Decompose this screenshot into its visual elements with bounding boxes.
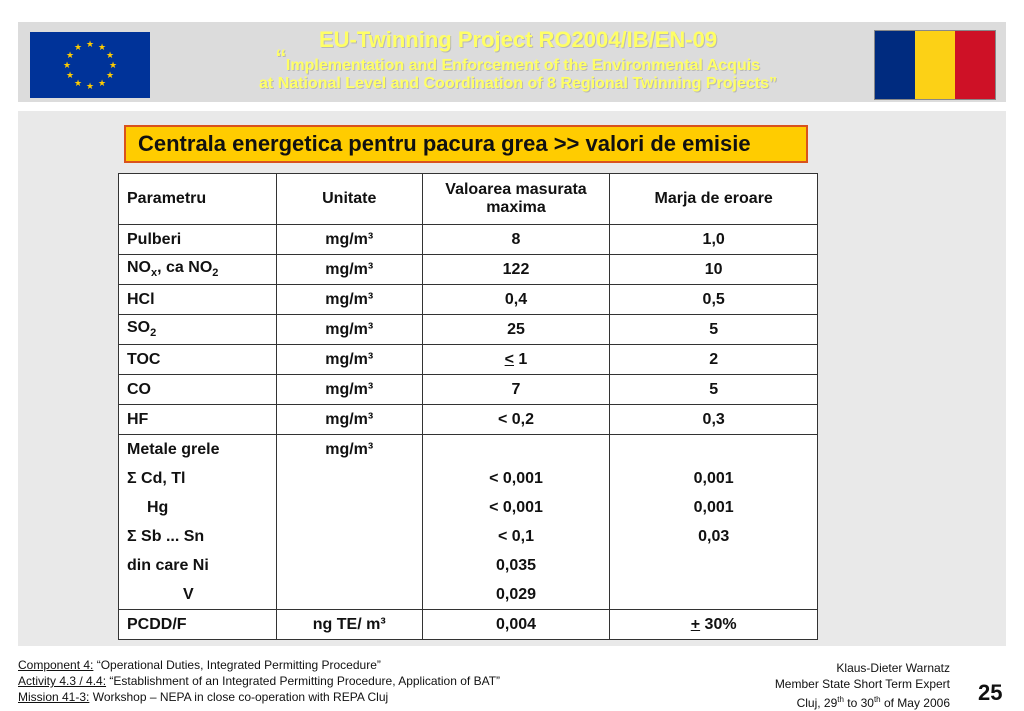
metal-param: V [183, 586, 194, 603]
emission-table [118, 173, 818, 640]
romania-flag-icon [874, 30, 996, 100]
footer-text: Workshop – NEPA in close co-operation with REPA Cluj [89, 690, 389, 704]
metal-value: 0,035 [495, 557, 537, 574]
footer-text: “Operational Duties, Integrated Permitting Procedure” [93, 658, 381, 672]
metals-value-cell [422, 435, 610, 610]
value-cell: 0,004 [422, 610, 610, 640]
ro-flag-yellow [915, 31, 955, 99]
svg-text:★: ★ [105, 71, 115, 81]
date-text: of May 2006 [880, 696, 950, 710]
footer-component [18, 657, 618, 673]
error-cell: 0,5 [610, 285, 818, 315]
plus-minus-sign: + [690, 615, 701, 633]
header-banner [18, 22, 1006, 102]
svg-text:★: ★ [105, 51, 115, 61]
table-row [119, 610, 818, 640]
metal-error [618, 580, 809, 609]
unit-cell: mg/m³ [276, 375, 422, 405]
open-quote: “ [275, 44, 286, 77]
date-text: to 30 [843, 696, 874, 710]
error-cell: 0,3 [610, 405, 818, 435]
footer-info [18, 657, 618, 705]
metal-value [431, 435, 602, 464]
metal-param: Hg [147, 499, 169, 516]
date-text: Cluj, 29 [796, 696, 838, 710]
footer-label: Activity 4.3 / 4.4: [18, 674, 107, 688]
unit-cell: mg/m³ [276, 345, 422, 375]
metal-value: < 0,001 [489, 470, 543, 487]
footer-label: Mission 41-3: [18, 690, 90, 704]
table-row [119, 255, 818, 285]
project-title: EU-Twinning Project RO2004/IB/EN-09 [318, 27, 718, 52]
unit-cell: mg/m³ [276, 225, 422, 255]
metal-value: 0,029 [495, 586, 537, 603]
unit-cell: mg/m³ [276, 405, 422, 435]
param-subscript: x [151, 267, 158, 280]
metal-param: Σ Cd, Tl [127, 470, 186, 487]
metals-param-cell [119, 435, 277, 610]
param-cell: TOC [119, 345, 277, 375]
param-cell: HCl [119, 285, 277, 315]
svg-text:★: ★ [73, 43, 83, 53]
ro-flag-blue [875, 31, 915, 99]
table-row [119, 285, 818, 315]
metal-error: 0,001 [693, 470, 734, 487]
metal-unit: mg/m³ [325, 441, 374, 458]
error-cell: 2 [610, 345, 818, 375]
event-date [700, 692, 950, 711]
date-sup: th [873, 695, 881, 704]
eu-flag-icon [30, 32, 150, 98]
svg-text:★: ★ [97, 43, 107, 53]
header-error: Marja de eroare [610, 174, 818, 225]
svg-text:★: ★ [85, 82, 95, 92]
metal-value: < 0,001 [489, 499, 543, 516]
footer-mission [18, 689, 618, 705]
param-cell [119, 315, 277, 345]
value-cell: 8 [422, 225, 610, 255]
metal-param: din care Ni [127, 557, 209, 574]
value-cell: < 0,2 [422, 405, 610, 435]
error-text: 30% [700, 615, 737, 633]
metals-error-cell [610, 435, 818, 610]
value-cell: 7 [422, 375, 610, 405]
error-cell [610, 610, 818, 640]
slide-title: Centrala energetica pentru pacura grea >> valori de emisie [124, 125, 808, 163]
svg-text:★: ★ [62, 61, 72, 71]
table-row [119, 345, 818, 375]
page-number: 25 [978, 680, 1003, 705]
unit-cell: ng TE/ m³ [276, 610, 422, 640]
metal-error: 0,001 [693, 499, 734, 516]
unit-cell: mg/m³ [276, 255, 422, 285]
value-cell [422, 345, 610, 375]
author-name: Klaus-Dieter Warnatz [836, 661, 950, 675]
svg-text:★: ★ [65, 51, 75, 61]
subtitle-line1: Implementation and Enforcement of the Environmental Acquis [285, 57, 761, 74]
param-subscript: 2 [150, 327, 157, 340]
svg-text:★: ★ [65, 71, 75, 81]
svg-text:★: ★ [73, 79, 83, 89]
svg-text:★: ★ [97, 79, 107, 89]
error-cell: 10 [610, 255, 818, 285]
value-cell: 25 [422, 315, 610, 345]
metals-unit-cell [276, 435, 422, 610]
svg-text:★: ★ [108, 61, 118, 71]
metal-error: 0,03 [698, 528, 730, 545]
slide-content [18, 111, 1006, 646]
value-text: 1 [513, 350, 528, 368]
unit-cell: mg/m³ [276, 285, 422, 315]
param-text: NO [127, 259, 151, 277]
metals-row [119, 435, 818, 610]
table-row [119, 405, 818, 435]
metal-value: < 0,1 [497, 528, 534, 545]
footer-text: “Establishment of an Integrated Permitting Procedure, Application of BAT” [106, 674, 501, 688]
subtitle-line2: at National Level and Coordination of 8 Regional Twinning Projects” [259, 75, 777, 92]
date-sup: th [837, 695, 844, 704]
param-cell: PCDD/F [119, 610, 277, 640]
footer-activity [18, 673, 618, 689]
metal-param: Σ Sb ... Sn [127, 528, 205, 545]
param-cell: Pulberi [119, 225, 277, 255]
param-cell [119, 255, 277, 285]
table-row [119, 225, 818, 255]
ro-flag-red [955, 31, 995, 99]
error-cell: 5 [610, 315, 818, 345]
param-cell: CO [119, 375, 277, 405]
footer-label: Component 4: [18, 658, 94, 672]
project-subtitle [168, 44, 868, 93]
header-param: Parametru [119, 174, 277, 225]
param-subscript: 2 [212, 267, 219, 280]
metal-param: Metale grele [127, 441, 220, 458]
eu-stars [30, 32, 150, 98]
table-header-row [119, 174, 818, 225]
header-unit: Unitate [276, 174, 422, 225]
metal-error [618, 551, 809, 580]
table-row [119, 375, 818, 405]
less-or-equal-sign: < [504, 350, 514, 368]
param-cell: HF [119, 405, 277, 435]
error-cell: 5 [610, 375, 818, 405]
param-text: , ca NO [157, 259, 213, 277]
author-role: Member State Short Term Expert [774, 677, 950, 691]
value-cell: 122 [422, 255, 610, 285]
footer-author [700, 660, 950, 711]
value-cell: 0,4 [422, 285, 610, 315]
header-value: Valoarea masurata maxima [422, 174, 610, 225]
param-text: SO [127, 319, 151, 337]
error-cell: 1,0 [610, 225, 818, 255]
metal-error [618, 435, 809, 464]
svg-text:★: ★ [85, 40, 95, 50]
table-row [119, 315, 818, 345]
unit-cell: mg/m³ [276, 315, 422, 345]
